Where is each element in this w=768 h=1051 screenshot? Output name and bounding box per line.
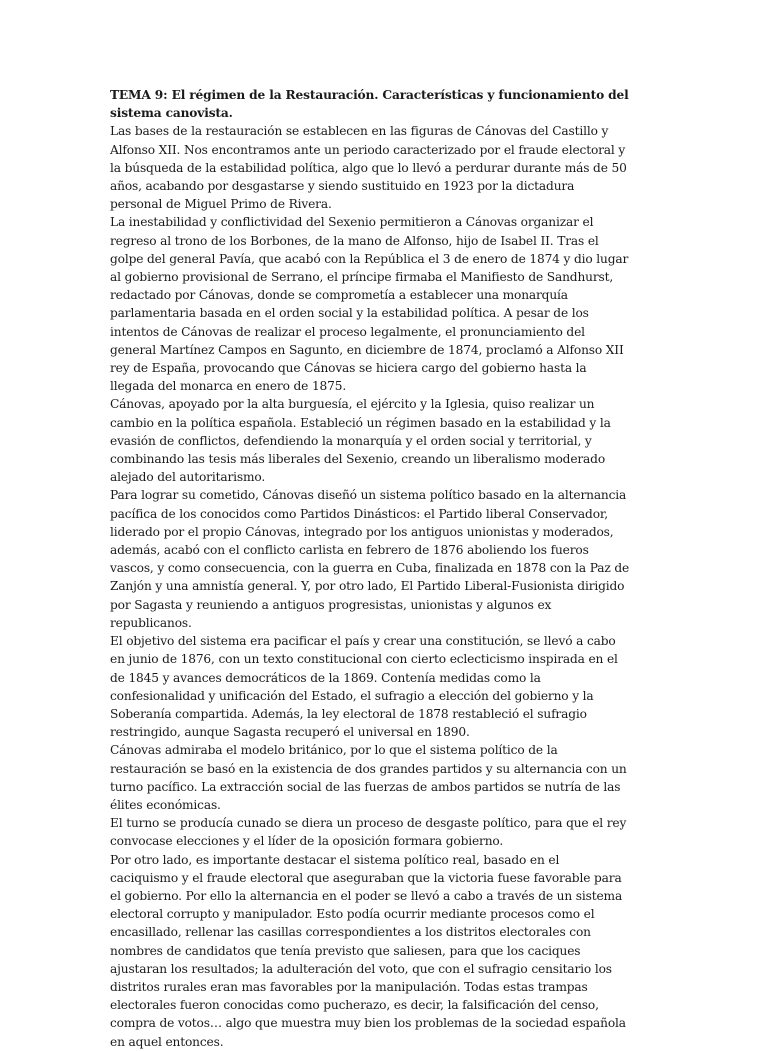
paragraph-canovas-apoyos: Cánovas, apoyado por la alta burguesía, el ejército y la Iglesia, quiso realizar un cambio en la política española. Estableció un régimen basado en la estabilidad y la evasión de conflictos, defendiendo la monarquía y el orden social y territorial, y combinando las tesis más liberales del Sexenio, creando un liberalismo moderado alejado del autoritarismo. — [110, 397, 611, 485]
document-title: TEMA 9: El régimen de la Restauración. Características y funcionamiento del sistema canovista. — [110, 88, 629, 121]
paragraph-modelo-britanico: Cánovas admiraba el modelo británico, por lo que el sistema político de la restauración se basó en la existencia de dos grandes partidos y su alternancia con un turno pacífico. La extracción social de las fuerzas de ambos partidos se nutría de las élites económicas. — [110, 743, 627, 812]
paragraph-turno: El turno se producía cunado se diera un proceso de desgaste político, para que el rey convocase elecciones y el líder de la oposición formara gobierno. — [110, 816, 627, 849]
paragraph-caciquismo: Por otro lado, es importante destacar el sistema político real, basado en el caciquismo y el fraude electoral que aseguraban que la victoria fuese favorable para el gobierno. Por ello la alternancia en el poder se llevó a cabo a través de un sistema electoral corrupto y manipulador. Esto podía ocurrir mediante procesos como el encasillado, rellenar las casillas correspondientes a los distritos electorales con nombres de candidatos que tenía previsto que saliesen, para que los caciques ajustaran los resultados; la adulteración del voto, que con el sufragio censitario los distritos rurales eran mas favorables por la manipulación. Todas estas trampas electorales fueron conocidas como pucherazo, es decir, la falsificación del censo, compra de votos… algo que muestra muy bien los problemas de la sociedad española en aquel entonces. — [110, 852, 626, 1049]
paragraph-partidos-dinasticos: Para lograr su cometido, Cánovas diseñó un sistema político basado en la alternancia pacífica de los conocidos como Partidos Dinásticos: el Partido liberal Conservador, liderado por el propio Cánovas, integrado por los antiguos unionistas y moderados, además, acabó con el conflicto carlista en febrero de 1876 aboliendo los fueros vascos, y como consecuencia, con la guerra en Cuba, finalizada en 1878 con la Paz de Zanjón y una amnistía general. Y, por otro lado, El Partido Liberal-Fusionista dirigido por Sagasta y reuniendo a antiguos progresistas, unionistas y algunos ex republicanos. — [110, 488, 630, 630]
paragraph-sexenio: La inestabilidad y conflictividad del Sexenio permitieron a Cánovas organizar el regreso al trono de los Borbones, de la mano de Alfonso, hijo de Isabel II. Tras el golpe del general Pavía, que acabó con la República el 3 de enero de 1874 y dio lugar al gobierno provisional de Serrano, el príncipe firmaba el Manifiesto de Sandhurst, redactado por Cánovas, donde se comprometía a establecer una monarquía parlamentaria basada en el orden social y la estabilidad política. A pesar de los intentos de Cánovas de realizar el proceso legalmente, el pronunciamiento del general Martínez Campos en Sagunto, en diciembre de 1874, proclamó a Alfonso XII rey de España, provocando que Cánovas se hiciera cargo del gobierno hasta la llegada del monarca en enero de 1875. — [110, 215, 629, 394]
paragraph-bases-restauracion: Las bases de la restauración se establecen en las figuras de Cánovas del Castillo y Alfonso XII. Nos encontramos ante un periodo caracterizado por el fraude electoral y la búsqueda de la estabilidad política, algo que lo llevó a perdurar durante más de 50 años, acabando por desgastarse y siendo sustituido en 1923 por la dictadura personal de Miguel Primo de Rivera. — [110, 124, 627, 212]
document-body — [110, 86, 630, 1051]
paragraph-constitucion: El objetivo del sistema era pacificar el país y crear una constitución, se llevó a cabo en junio de 1876, con un texto constitucional con cierto eclecticismo inspirada en el de 1845 y avances democráticos de la 1869. Contenía medidas como la confesionalidad y unificación del Estado, el sufragio a elección del gobierno y la Soberanía compartida. Además, la ley electoral de 1878 restableció el sufragio restringido, aunque Sagasta recuperó el universal en 1890. — [110, 634, 618, 740]
